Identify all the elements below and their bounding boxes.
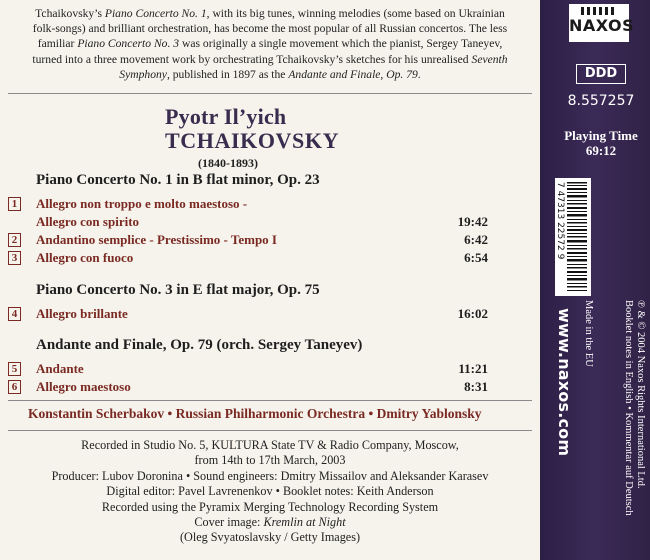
track-title: Allegro non troppo e molto maestoso - (36, 196, 248, 211)
intro-text: turned into a three movement work by orchestrating Tchaikovsky’s sketches for his unrealised (32, 52, 472, 66)
copyright-block (600, 300, 648, 550)
credit-line: from 14th to 17th March, 2003 (194, 453, 346, 468)
intro-italic: Seventh (471, 52, 508, 66)
track-number: 6 (8, 380, 21, 394)
track-duration: 6:42 (464, 232, 488, 247)
divider (8, 400, 532, 401)
copyright-line: ℗ & © 2004 Naxos Rights International Ltd. (635, 300, 646, 489)
credit-line: Producer: Lubov Doronina • Sound engineers: Dmitry Missailov and Aleksander Karasev (51, 468, 489, 483)
track-duration: 19:42 (457, 214, 488, 229)
track-number: 4 (8, 307, 21, 321)
intro-text: Tchaikovsky’s (35, 7, 105, 20)
credit-line: Recorded using the Pyramix Merging Technology Recording System (101, 499, 439, 514)
track-row (8, 232, 488, 248)
track-title: Allegro maestoso (36, 379, 131, 394)
credit-line: Digital editor: Pavel Lavrenenkov • Booklet notes: Keith Anderson (106, 484, 434, 499)
credit-line: (Oleg Svyatoslavsky / Getty Images) (179, 530, 361, 545)
work-title: Piano Concerto No. 3 in E flat major, Op. 75 (36, 282, 320, 298)
track-title: Allegro brillante (36, 306, 128, 321)
track-title-continued: Allegro con spirito (36, 214, 140, 229)
recording-credits (8, 438, 532, 546)
track-duration: 11:21 (458, 361, 488, 376)
track-row (8, 196, 488, 230)
intro-italic: Piano Concerto No. 1 (104, 7, 207, 20)
track-row (8, 379, 488, 395)
composer-surname: TCHAIKOVSKY (165, 128, 340, 153)
track-duration: 8:31 (464, 379, 488, 394)
intro-italic: Symphony (119, 67, 167, 81)
intro-text: was originally a single movement which the pianist, Sergey Taneyev, (179, 37, 503, 51)
performers: Konstantin Scherbakov • Russian Philharmonic Orchestra • Dmitry Yablonsky (28, 406, 482, 421)
intro-italic: Andante and Finale, Op. 79 (288, 67, 418, 81)
credit-line: Recorded in Studio No. 5, KULTURA State TV & Radio Company, Moscow, (81, 438, 459, 452)
track-title: Andantino semplice - Prestissimo - Tempo I (36, 232, 277, 247)
track-row (8, 361, 488, 377)
track-duration: 6:54 (464, 250, 488, 265)
track-number: 2 (8, 233, 21, 247)
track-number: 5 (8, 362, 21, 376)
intro-text: . (417, 67, 421, 81)
cover-image-title: Kremlin at Night (263, 515, 346, 530)
track-number: 1 (8, 197, 21, 211)
ddd-badge: DDD (576, 64, 626, 84)
track-title: Allegro con fuoco (36, 250, 134, 265)
naxos-logo-text: NAXOS (569, 16, 635, 35)
playing-time-label: Playing Time (564, 128, 638, 143)
track-duration: 16:02 (457, 306, 488, 321)
playing-time-value: 69:12 (585, 143, 617, 158)
barcode (555, 178, 591, 296)
logo-pillars-icon (581, 7, 617, 15)
composer-first-names: Pyotr Il’yich (165, 104, 287, 129)
made-in-label: Made in the EU (583, 300, 594, 367)
intro-text: , with its big tunes, winning melodies (some based on Ukrainian (206, 7, 505, 20)
track-row (8, 306, 488, 322)
divider (8, 93, 532, 94)
intro-text: , published in 1897 as the (166, 67, 289, 81)
catalog-number: 8.557257 (567, 93, 635, 109)
intro-text: folk-songs) and brilliant orchestration, has become the most popular of all Russian concertos. The less (32, 22, 508, 36)
credit-line: Cover image: (194, 515, 264, 530)
composer-dates: (1840-1893) (198, 156, 258, 170)
naxos-logo (569, 4, 635, 42)
work-title: Andante and Finale, Op. 79 (orch. Sergey Taneyev) (36, 337, 363, 353)
intro-italic: Piano Concerto No. 3 (77, 37, 180, 51)
work-title: Piano Concerto No. 1 in B flat minor, Op. 23 (36, 172, 320, 188)
website-url: www.naxos.com (555, 308, 574, 457)
intro-text: familiar (37, 37, 78, 51)
barcode-digits: 7 47313 22572 9 (555, 182, 565, 260)
track-row (8, 250, 488, 266)
track-number: 3 (8, 251, 21, 265)
notes-language-line: Booklet notes in English • Kommentar auf Deutsch (623, 300, 634, 516)
divider (8, 430, 532, 431)
track-title: Andante (36, 361, 84, 376)
intro-paragraph (8, 6, 532, 82)
